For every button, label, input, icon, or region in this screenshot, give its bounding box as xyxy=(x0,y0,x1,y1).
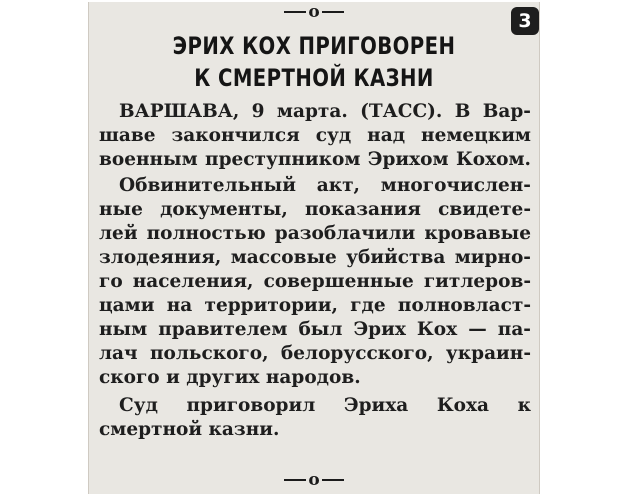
divider-rule-left xyxy=(284,479,306,481)
newspaper-clipping xyxy=(88,2,540,494)
article-line: цами на территории, где полновласт- xyxy=(99,295,531,316)
article-line: военным преступником Эрихом Кохом. xyxy=(99,149,531,170)
article-line: лач польского, белорусского, украин- xyxy=(99,343,531,364)
article-line: лей полностью разоблачили кровавые xyxy=(99,223,531,244)
divider-rule-left xyxy=(284,11,306,13)
divider-rule-right xyxy=(322,11,344,13)
article-line: ВАРШАВА, 9 марта. (ТАСС). В Вар- xyxy=(119,101,531,122)
article-line: шаве закончился суд над немецким xyxy=(99,125,531,146)
article-line: ным правителем был Эрих Кох — па- xyxy=(99,319,531,340)
divider-mark: o xyxy=(308,2,320,22)
article-line: ского и других народов. xyxy=(99,367,361,388)
divider-rule-right xyxy=(322,479,344,481)
number-badge: 3 xyxy=(511,7,539,35)
headline-line-2: К СМЕРТНОЙ КАЗНИ xyxy=(194,64,434,92)
article-line: го населения, совершенные гитлеров- xyxy=(99,271,531,292)
article-line: Обвинительный акт, многочислен- xyxy=(119,175,531,196)
article-line: злодеяния, массовые убийства мирно- xyxy=(99,247,531,268)
article-line: ные документы, показания свидете- xyxy=(99,199,531,220)
article-line: Суд приговорил Эриха Коха к xyxy=(119,395,531,416)
article-line: смертной казни. xyxy=(99,419,280,440)
top-divider xyxy=(89,2,539,22)
divider-mark: o xyxy=(308,469,320,490)
headline-line-1: ЭРИХ КОХ ПРИГОВОРЕН xyxy=(172,32,456,60)
bottom-divider xyxy=(89,470,539,490)
